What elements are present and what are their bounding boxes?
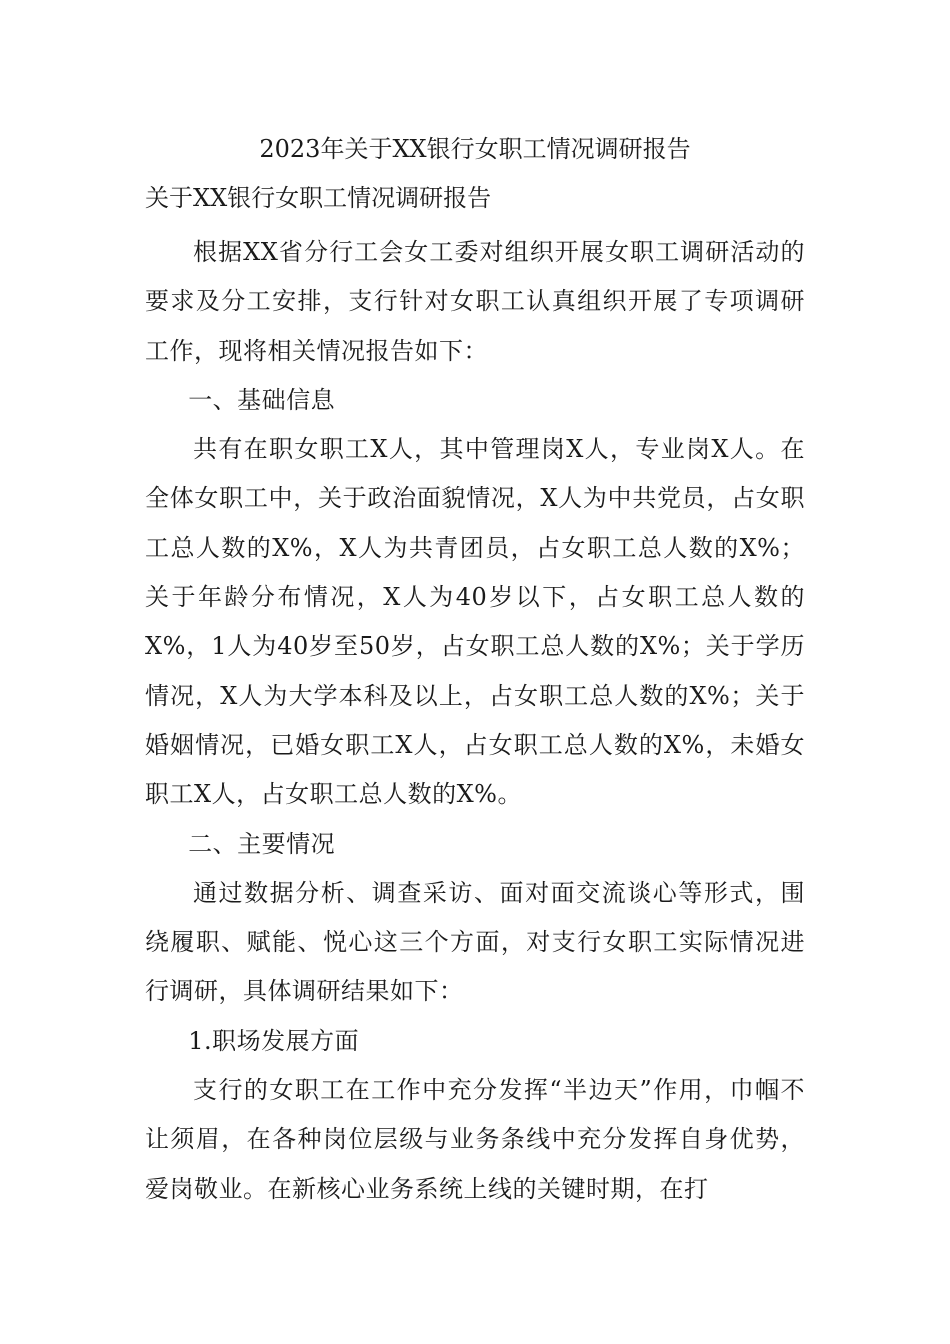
paragraph-main-situation: 通过数据分析、调查采访、面对面交流谈心等形式，围绕履职、赋能、悦心这三个方面，对支行女职工实际情况进行调研，具体调研结果如下： — [145, 878, 805, 1006]
paragraph-intro: 根据XX省分行工会女工委对组织开展女职工调研活动的要求及分工安排，支行针对女职工认真组织开展了专项调研工作，现将相关情况报告如下： — [145, 238, 805, 365]
section-heading-main-situation: 二、主要情况 — [188, 829, 336, 858]
document-title: 2023年关于XX银行女职工情况调研报告 — [259, 135, 691, 163]
document-subtitle: 关于XX银行女职工情况调研报告 — [145, 184, 492, 212]
paragraph-career: 支行的女职工在工作中充分发挥“半边天”作用，巾帼不让须眉，在各种岗位层级与业务条线中充分发挥自身优势，爱岗敬业。在新核心业务系统上线的关键时期，在打 — [145, 1076, 805, 1203]
subsection-heading-career: 1.职场发展方面 — [188, 1026, 360, 1055]
document-body — [145, 228, 805, 1214]
section-heading-basic-info: 一、基础信息 — [188, 385, 336, 414]
paragraph-basic-info: 共有在职女职工X人，其中管理岗X人，专业岗X人。在全体女职工中，关于政治面貌情况，X人为中共党员，占女职工总人数的X%，X人为共青团员，占女职工总人数的X%；关于年龄分布情况，X人为40岁以下，占女职工总人数的X%，1人为40岁至50岁，占女职工总人数的X%；关于学历情况，X人为大学本科及以上，占女职工总人数的X%；关于婚姻情况，已婚女职工X人，占女职工总人数的X%，未婚女职工X人，占女职工总人数的X%。 — [145, 435, 805, 809]
